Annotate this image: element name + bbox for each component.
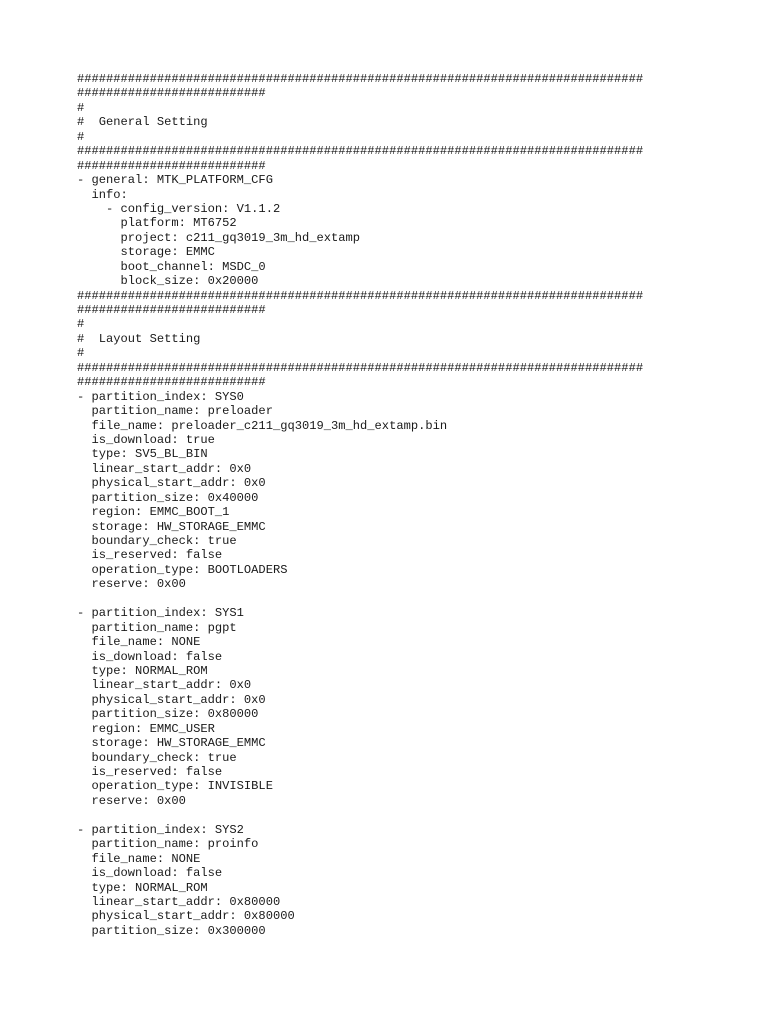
partition-field: type: SV5_BL_BIN: [77, 447, 208, 462]
partition-field: linear_start_addr: 0x80000: [77, 894, 281, 909]
comment-line: #: [77, 317, 85, 332]
partition-field: physical_start_addr: 0x0: [77, 692, 266, 707]
partition-field: partition_name: pgpt: [77, 620, 237, 635]
section-heading-layout: # Layout Setting: [77, 331, 201, 346]
comment-line: #: [77, 346, 85, 361]
partition-field: physical_start_addr: 0x80000: [77, 909, 295, 924]
general-entry: - general: MTK_PLATFORM_CFG: [77, 173, 273, 188]
partition-field: partition_name: proinfo: [77, 837, 259, 852]
partition-field: region: EMMC_BOOT_1: [77, 505, 230, 520]
partition-field: type: NORMAL_ROM: [77, 663, 208, 678]
partition-field: partition_size: 0x80000: [77, 707, 259, 722]
partition-field: is_reserved: false: [77, 765, 223, 779]
separator-line: ##############################################################################: [77, 72, 644, 86]
partition-field: partition_name: preloader: [77, 404, 273, 419]
project: project: c211_gq3019_3m_hd_extamp: [77, 230, 361, 245]
comment-line: #: [77, 129, 85, 144]
partition-index-sys0: - partition_index: SYS0: [77, 389, 244, 404]
separator-line: ##############################################################################: [77, 360, 644, 375]
partition-field: is_download: false: [77, 649, 223, 664]
section-heading-general: # General Setting: [77, 115, 208, 130]
document-page: [77, 72, 757, 938]
info-key: info:: [77, 187, 128, 202]
partition-field: file_name: preloader_c211_gq3019_3m_hd_extamp.bin: [77, 418, 448, 433]
partition-field: boundary_check: true: [77, 750, 237, 765]
partition-field: operation_type: INVISIBLE: [77, 779, 273, 794]
partition-field: linear_start_addr: 0x0: [77, 678, 252, 693]
partition-field: linear_start_addr: 0x0: [77, 461, 252, 476]
partition-field: partition_size: 0x40000: [77, 490, 259, 505]
partition-field: region: EMMC_USER: [77, 721, 215, 736]
partition-field: file_name: NONE: [77, 635, 201, 650]
blank-line: [77, 592, 757, 606]
partition-field: file_name: NONE: [77, 851, 201, 866]
separator-line: ##############################################################################: [77, 144, 644, 159]
separator-line: ##########################: [77, 86, 266, 101]
separator-line: ##############################################################################: [77, 288, 644, 303]
comment-line: #: [77, 100, 85, 115]
blank-line: [77, 808, 757, 822]
partition-field: storage: HW_STORAGE_EMMC: [77, 519, 266, 534]
separator-line: ##########################: [77, 303, 266, 317]
partition-field: physical_start_addr: 0x0: [77, 476, 266, 491]
partition-field: operation_type: BOOTLOADERS: [77, 562, 288, 577]
partition-field: is_reserved: false: [77, 548, 223, 563]
platform: platform: MT6752: [77, 216, 237, 231]
partition-field: is_download: false: [77, 866, 223, 881]
storage: storage: EMMC: [77, 245, 215, 260]
separator-line: ##########################: [77, 158, 266, 173]
partition-field: type: NORMAL_ROM: [77, 880, 208, 895]
partition-field: reserve: 0x00: [77, 577, 186, 592]
partition-field: is_download: true: [77, 432, 215, 447]
block-size: block_size: 0x20000: [77, 274, 259, 289]
partition-field: partition_size: 0x300000: [77, 923, 266, 938]
boot-channel: boot_channel: MSDC_0: [77, 259, 266, 274]
partition-index-sys1: - partition_index: SYS1: [77, 606, 244, 621]
partition-field: boundary_check: true: [77, 534, 237, 548]
config-version: - config_version: V1.1.2: [77, 201, 281, 216]
separator-line: ##########################: [77, 375, 266, 390]
partition-field: reserve: 0x00: [77, 793, 186, 808]
partition-field: storage: HW_STORAGE_EMMC: [77, 736, 266, 751]
partition-index-sys2: - partition_index: SYS2: [77, 822, 244, 837]
